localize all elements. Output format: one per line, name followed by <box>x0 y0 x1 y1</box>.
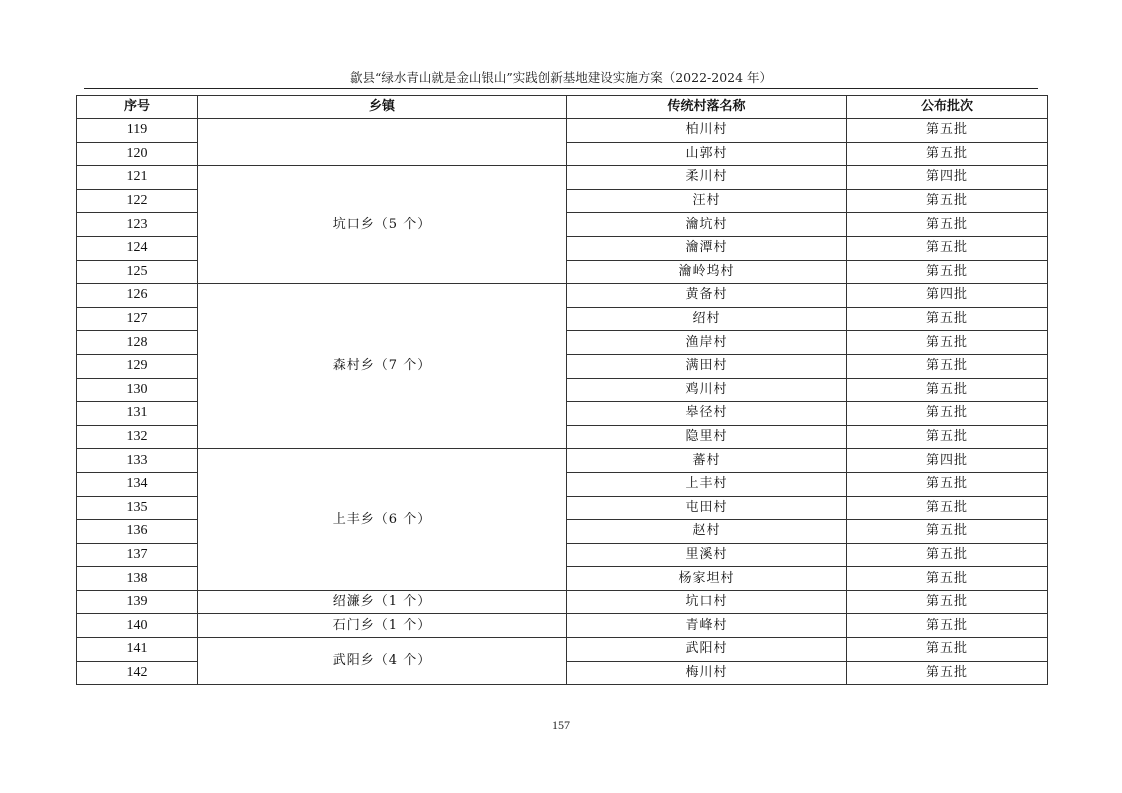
table-row <box>77 614 1048 638</box>
table-row <box>77 119 1048 143</box>
row-number: 132 <box>77 425 198 449</box>
row-number: 133 <box>77 449 198 473</box>
village-name-cell: 绍村 <box>567 307 847 331</box>
column-header-township: 乡镇 <box>198 96 567 119</box>
column-header-batch: 公布批次 <box>847 96 1048 119</box>
village-name-cell: 梅川村 <box>567 661 847 685</box>
row-number: 129 <box>77 354 198 378</box>
batch-cell: 第五批 <box>847 590 1048 614</box>
table-row <box>77 166 1048 190</box>
batch-cell: 第四批 <box>847 449 1048 473</box>
batch-cell: 第五批 <box>847 331 1048 355</box>
batch-cell: 第五批 <box>847 472 1048 496</box>
row-number: 119 <box>77 119 198 143</box>
batch-cell: 第五批 <box>847 119 1048 143</box>
village-name-cell: 皋径村 <box>567 402 847 426</box>
village-name-cell: 柏川村 <box>567 119 847 143</box>
row-number: 123 <box>77 213 198 237</box>
batch-cell: 第五批 <box>847 496 1048 520</box>
batch-cell: 第五批 <box>847 567 1048 591</box>
batch-cell: 第五批 <box>847 614 1048 638</box>
row-number: 142 <box>77 661 198 685</box>
village-name-cell: 柔川村 <box>567 166 847 190</box>
village-name-cell: 屯田村 <box>567 496 847 520</box>
batch-cell: 第五批 <box>847 638 1048 662</box>
batch-cell: 第五批 <box>847 661 1048 685</box>
row-number: 125 <box>77 260 198 284</box>
batch-cell: 第五批 <box>847 520 1048 544</box>
village-name-cell: 蕃村 <box>567 449 847 473</box>
township-cell: 绍濂乡（1 个） <box>198 590 567 614</box>
table-row <box>77 284 1048 308</box>
batch-cell: 第五批 <box>847 402 1048 426</box>
table-row <box>77 449 1048 473</box>
table-row <box>77 638 1048 662</box>
village-name-cell: 山郭村 <box>567 142 847 166</box>
row-number: 127 <box>77 307 198 331</box>
batch-cell: 第五批 <box>847 260 1048 284</box>
table-header-row <box>77 96 1048 119</box>
row-number: 136 <box>77 520 198 544</box>
village-name-cell: 瀹潭村 <box>567 236 847 260</box>
village-name-cell: 汪村 <box>567 189 847 213</box>
column-header-village-name: 传统村落名称 <box>567 96 847 119</box>
batch-cell: 第五批 <box>847 378 1048 402</box>
township-cell: 石门乡（1 个） <box>198 614 567 638</box>
column-header-number: 序号 <box>77 96 198 119</box>
row-number: 134 <box>77 472 198 496</box>
batch-cell: 第五批 <box>847 354 1048 378</box>
row-number: 126 <box>77 284 198 308</box>
batch-cell: 第五批 <box>847 307 1048 331</box>
batch-cell: 第四批 <box>847 284 1048 308</box>
township-cell: 森村乡（7 个） <box>198 284 567 449</box>
row-number: 130 <box>77 378 198 402</box>
row-number: 121 <box>77 166 198 190</box>
village-name-cell: 瀹岭坞村 <box>567 260 847 284</box>
traditional-village-table <box>76 95 1048 685</box>
village-name-cell: 里溪村 <box>567 543 847 567</box>
township-cell: 坑口乡（5 个） <box>198 166 567 284</box>
batch-cell: 第五批 <box>847 236 1048 260</box>
row-number: 128 <box>77 331 198 355</box>
row-number: 138 <box>77 567 198 591</box>
row-number: 124 <box>77 236 198 260</box>
row-number: 137 <box>77 543 198 567</box>
row-number: 122 <box>77 189 198 213</box>
row-number: 120 <box>77 142 198 166</box>
row-number: 139 <box>77 590 198 614</box>
village-name-cell: 渔岸村 <box>567 331 847 355</box>
village-name-cell: 上丰村 <box>567 472 847 496</box>
village-name-cell: 鸡川村 <box>567 378 847 402</box>
batch-cell: 第五批 <box>847 189 1048 213</box>
row-number: 141 <box>77 638 198 662</box>
page-number: 157 <box>552 718 570 732</box>
row-number: 140 <box>77 614 198 638</box>
township-cell: 上丰乡（6 个） <box>198 449 567 591</box>
village-name-cell: 黄备村 <box>567 284 847 308</box>
township-cell: 武阳乡（4 个） <box>198 638 567 685</box>
batch-cell: 第五批 <box>847 142 1048 166</box>
village-name-cell: 满田村 <box>567 354 847 378</box>
village-name-cell: 武阳村 <box>567 638 847 662</box>
batch-cell: 第五批 <box>847 213 1048 237</box>
table-row <box>77 590 1048 614</box>
village-name-cell: 赵村 <box>567 520 847 544</box>
village-name-cell: 青峰村 <box>567 614 847 638</box>
page-header-title: 歙县“绿水青山就是金山银山”实践创新基地建设实施方案（2022-2024 年） <box>349 70 773 85</box>
village-name-cell: 杨家坦村 <box>567 567 847 591</box>
village-name-cell: 瀹坑村 <box>567 213 847 237</box>
header-rule <box>84 88 1038 89</box>
batch-cell: 第五批 <box>847 425 1048 449</box>
batch-cell: 第五批 <box>847 543 1048 567</box>
village-name-cell: 隐里村 <box>567 425 847 449</box>
village-name-cell: 坑口村 <box>567 590 847 614</box>
row-number: 135 <box>77 496 198 520</box>
row-number: 131 <box>77 402 198 426</box>
township-cell <box>198 119 567 166</box>
batch-cell: 第四批 <box>847 166 1048 190</box>
